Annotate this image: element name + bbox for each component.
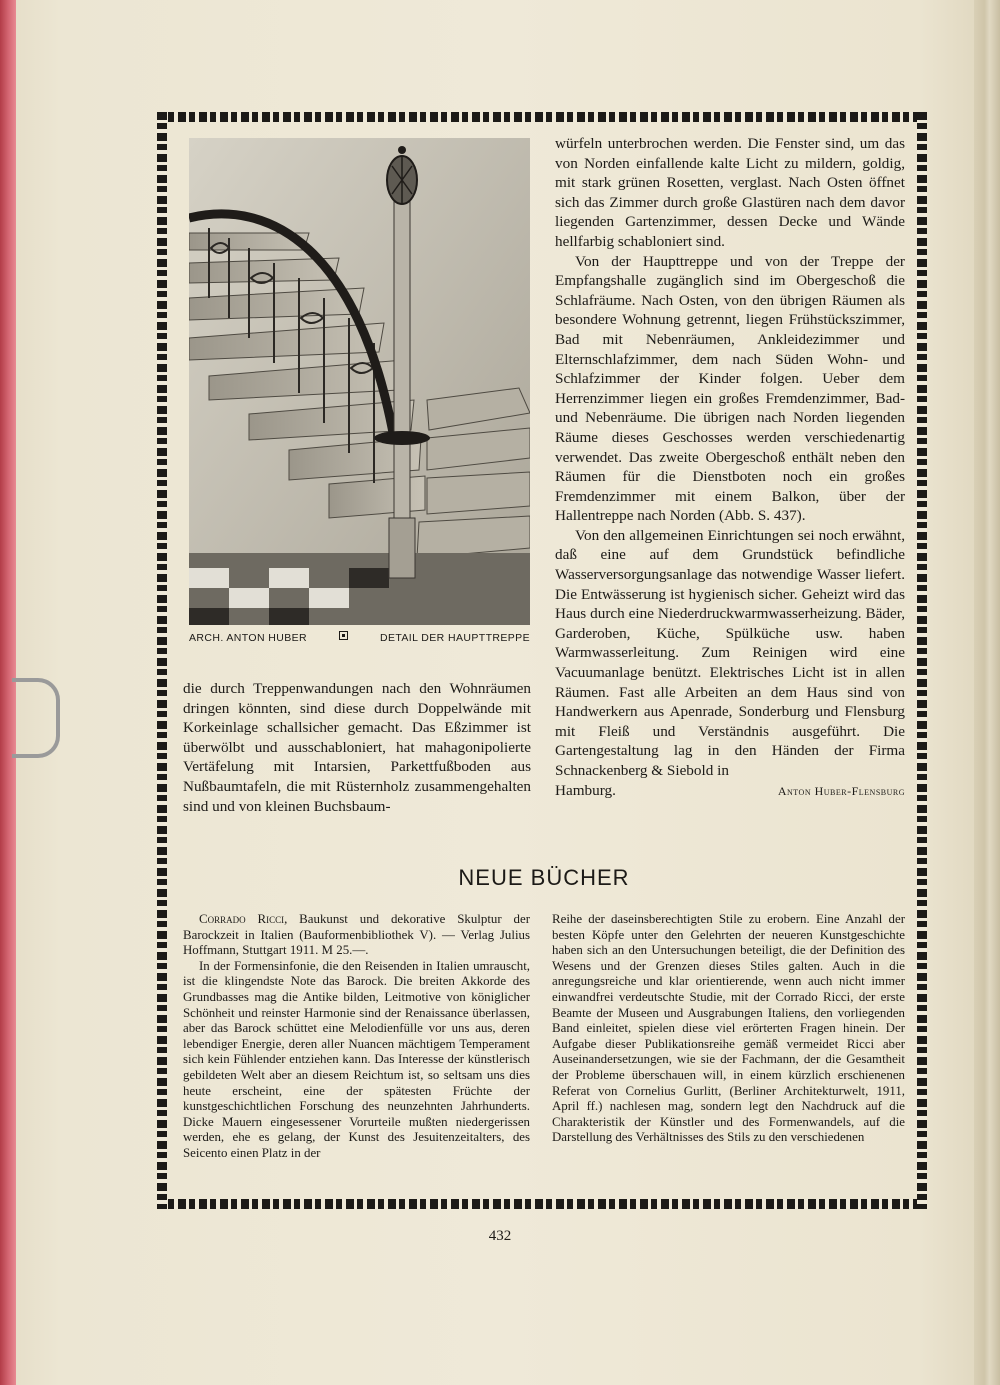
- page-number: 432: [488, 1228, 512, 1244]
- article-right-column: [555, 134, 905, 801]
- book-entry: [183, 912, 530, 959]
- review-paragraph: Reihe der daseinsberechtigten Stile zu erobern. Eine Anzahl der besten Köpfe unter den Gelehrten der neueren Kunstgeschichte haben sich an den Untersuchungen beteiligt, die der Definition des Wesens und der Grenzen dieses Stiles galten. Auch in die anregungsreiche und klar orientierende, wenn auch nicht immer einwandfrei verdeutschte Studie, mit der Corrado Ricci, der erste Beamte der Museen und Ausgrabungen Italiens, den vorliegenden Band einleitet, spielen diese viel erörterten Fragen hinein. Der Aufgabe dieser Publikationsreihe gemäß vermeidet Ricci aber Auseinandersetzungen, wie sie der Fachmann, der die Gesamtheit der Probleme überschauen will, in einem kürzlich erschienenen Referat von Cornelius Gurlitt, (Berliner Architekturwelt, 1911, April ff.) nachlesen mag, sondern legt den Nachdruck auf die Charakteristik der Künstler und des Formenwandels, auf die Darstellung des Verhältnisses des Stils zu den verschiedenen: [552, 912, 905, 1145]
- caption-separator-icon: [339, 631, 348, 640]
- book-author: Corrado Ricci: [199, 912, 285, 926]
- author-signature: Anton Huber-Flensburg: [777, 783, 905, 798]
- books-right-column: [552, 912, 905, 1146]
- book-title: , Baukunst und dekorative Skulptur der Barockzeit in Italien (Bauformenbibliothek V). — Verlag Julius Hoffmann, Stuttgart 1911. M 25.—.: [183, 912, 530, 958]
- section-title: NEUE BÜCHER: [458, 865, 630, 890]
- article-closing-word: Hamburg.: [555, 781, 616, 799]
- ornamental-border-bottom: [157, 1199, 927, 1209]
- ornamental-border-right: [917, 112, 927, 1209]
- caption-subject: DETAIL DER HAUPTTREPPE: [379, 632, 530, 644]
- article-closing-line: [555, 781, 905, 802]
- staircase-photo: [189, 138, 530, 625]
- staircase-illustration: [189, 138, 530, 625]
- article-paragraph: Von der Haupttreppe und von der Treppe der Empfangshalle zugänglich sind im Obergeschoß die Schlafräume. Nach Osten, von den übrigen Räumen als besondere Wohnung getrennt, liegen Frühstückszimmer, Bad mit Nebenräumen, Ankleidezimmer und Elternschlafzimmer, dem nach Süden Wohn- und Schlafzimmer der Kinder folgen. Ueber dem Herrenzimmer liegen ein großes Fremdenzimmer, Bad- und Nebenräume. Die übrigen nach Norden liegenden Räume dieses Geschosses werden verschiedenartig verwendet. Das zweite Obergeschoß enthält neben den Räumen für die Dienstboten noch ein großes Fremdenzimmer mit einem Balkon, über der Hallentreppe nach Norden (Abb. S. 437).: [555, 252, 905, 525]
- review-paragraph: In der Formensinfonie, die den Reisenden in Italien umrauscht, ist die klingendste Note das Barock. Die breiten Akkorde des Grundbasses mag die Antike bilden, Leitmotive von königlicher Schönheit und reinster Harmonie sind der Renaissance überlassen, aber das Barock schüttet eine Melodienfülle vor uns aus, deren lebendiger Energie, deren aller Nuancen mächtigem Temperament sich kein Fühlender entziehen kann. Das Interesse der künstlerisch gebildeten Welt aber an diesem Reichtum ist, so seltsam uns dies heute erscheint, eine der spätesten Früchte der kunstgeschichtlichen Forschung des neunzehnten Jahrhunderts. Dicke Mauern eingesessener Vorurteile mußten niedergerissen werden, ehe es gelang, der Kunst des Jesuitenzeitalters, des Seicento einen Platz in der: [183, 958, 530, 1160]
- caption-architect: ARCH. ANTON HUBER: [189, 632, 308, 644]
- article-left-column: [183, 679, 531, 816]
- article-paragraph: würfeln unterbrochen werden. Die Fenster sind, um das von Norden einfallende kalte Licht zu mildern, goldig, mit stark grünen Rosetten, verglast. Nach Osten öffnet sich das Zimmer durch große Glastüren nach dem davor liegenden Gartenzimmer, dessen Decke und Wände hellfarbig schabloniert sind.: [555, 135, 905, 250]
- page-stack-edge: [974, 0, 1000, 1385]
- ornamental-border-left: [157, 112, 167, 1209]
- figure-caption: [189, 632, 530, 644]
- ornamental-border-top: [157, 112, 927, 122]
- article-paragraph: die durch Treppenwandungen nach den Wohnräumen dringen könnten, sind diese durch Doppelwände mit Korkeinlage schallsicher gemacht. Das Eßzimmer ist überwölbt und ausschabloniert, hat mahagonipolierte Vertäfelung mit Intarsien, Parkettfußboden aus Nußbaumtafeln, die mit Rüsternholz zusammengehalten sind und von kleinen Buchsbaum-: [183, 680, 531, 815]
- article-paragraph: Von den allgemeinen Einrichtungen sei noch erwähnt, daß eine auf dem Grundstück befindliche Wasserversorgungsanlage das notwendige Wasser liefert. Die Entwässerung ist hygienisch sicher. Geheizt wird das Haus durch eine Niederdruckwarmwasserheizung. Bäder, Garderoben, Küche, Spülküche usw. haben Warmwasserleitung. Zum Reinigen wird eine Vacuumanlage benützt. Elektrisches Licht ist in allen Räumen. Fast alle Arbeiten an dem Haus sind von Handwerkern aus Apenrade, Sonderburg und Flensburg mit Fleiß und Verständnis ausgeführt. Die Gartengestaltung lag in den Händen der Firma Schnackenberg & Siebold in: [555, 526, 905, 779]
- paper-clip: [12, 678, 60, 758]
- books-left-column: [183, 912, 530, 1162]
